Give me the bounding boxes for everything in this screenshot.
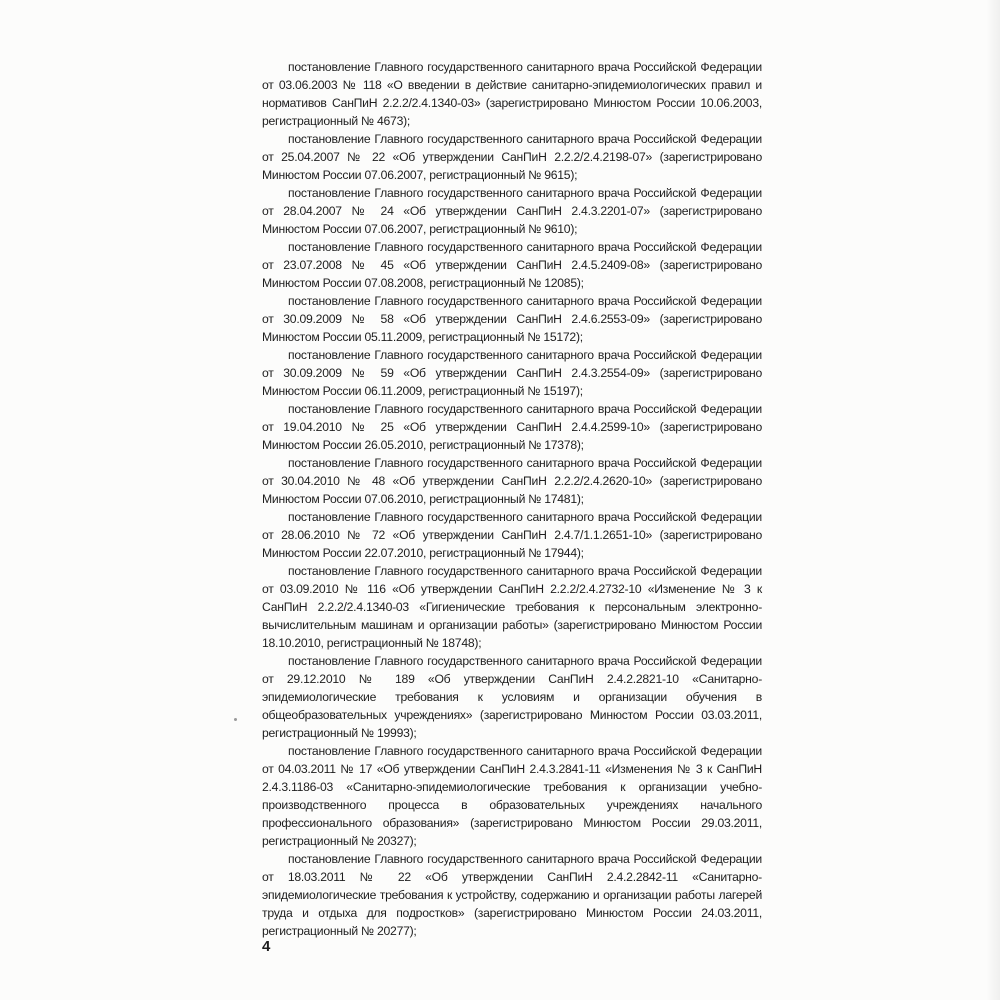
paragraph-11: постановление Главного государственного санитарного врача Российской Федерации от 29.12.2010 № 189 «Об утверждении СанПиН 2.4.2.2821-10 «Санитарно-эпидемиологические требования к условиям и организации обучения в общеобразовательных учреждениях» (зарегистрировано Минюстом России 03.03.2011, регистрационный № 19993); [262, 654, 762, 740]
document-body [262, 58, 762, 940]
paragraph-1: постановление Главного государственного санитарного врача Российской Федерации от 03.06.2003 № 118 «О введении в действие санитарно-эпидемиологических правил и нормативов СанПиН 2.2.2/2.4.1340-03» (зарегистрировано Минюстом России 10.06.2003, регистрационный № 4673); [262, 60, 762, 128]
paragraph-2: постановление Главного государственного санитарного врача Российской Федерации от 25.04.2007 № 22 «Об утверждении СанПиН 2.2.2/2.4.2198-07» (зарегистрировано Минюстом России 07.06.2007, регистрационный № 9615); [262, 132, 762, 182]
paragraph-8: постановление Главного государственного санитарного врача Российской Федерации от 30.04.2010 № 48 «Об утверждении СанПиН 2.2.2/2.4.2620-10» (зарегистрировано Минюстом России 07.06.2010, регистрационный № 17481); [262, 456, 762, 506]
paragraph-4: постановление Главного государственного санитарного врача Российской Федерации от 23.07.2008 № 45 «Об утверждении СанПиН 2.4.5.2409-08» (зарегистрировано Минюстом России 07.08.2008, регистрационный № 12085); [262, 240, 762, 290]
paragraph-9: постановление Главного государственного санитарного врача Российской Федерации от 28.06.2010 № 72 «Об утверждении СанПиН 2.4.7/1.1.2651-10» (зарегистрировано Минюстом России 22.07.2010, регистрационный № 17944); [262, 510, 762, 560]
paragraph-10: постановление Главного государственного санитарного врача Российской Федерации от 03.09.2010 № 116 «Об утверждении СанПиН 2.2.2/2.4.2732-10 «Изменение № 3 к СанПиН 2.2.2/2.4.1340-03 «Гигиенические требования к персональным электронно-вычислительным машинам и организации работы» (зарегистрировано Минюстом России 18.10.2010, регистрационный № 18748); [262, 564, 762, 650]
paragraph-5: постановление Главного государственного санитарного врача Российской Федерации от 30.09.2009 № 58 «Об утверждении СанПиН 2.4.6.2553-09» (зарегистрировано Минюстом России 05.11.2009, регистрационный № 15172); [262, 294, 762, 344]
paragraph-12: постановление Главного государственного санитарного врача Российской Федерации от 04.03.2011 № 17 «Об утверждении СанПиН 2.4.3.2841-11 «Изменения № 3 к СанПиН 2.4.3.1186-03 «Санитарно-эпидемиологические требования к организации учебно-производственного процесса в образовательных учреждениях начального профессионального образования» (зарегистрировано Минюстом России 29.03.2011, регистрационный № 20327); [262, 744, 762, 848]
paragraph-3: постановление Главного государственного санитарного врача Российской Федерации от 28.04.2007 № 24 «Об утверждении СанПиН 2.4.3.2201-07» (зарегистрировано Минюстом России 07.06.2007, регистрационный № 9610); [262, 186, 762, 236]
page-edge-shadow [986, 0, 1000, 1000]
paragraph-13: постановление Главного государственного санитарного врача Российской Федерации от 18.03.2011 № 22 «Об утверждении СанПиН 2.4.2.2842-11 «Санитарно-эпидемиологические требования к устройству, содержанию и организации работы лагерей труда и отдыха для подростков» (зарегистрировано Минюстом России 24.03.2011, регистрационный № 20277); [262, 852, 762, 938]
paragraph-7: постановление Главного государственного санитарного врача Российской Федерации от 19.04.2010 № 25 «Об утверждении СанПиН 2.4.4.2599-10» (зарегистрировано Минюстом России 26.05.2010, регистрационный № 17378); [262, 402, 762, 452]
paragraph-6: постановление Главного государственного санитарного врача Российской Федерации от 30.09.2009 № 59 «Об утверждении СанПиН 2.4.3.2554-09» (зарегистрировано Минюстом России 06.11.2009, регистрационный № 15197); [262, 348, 762, 398]
page-number: 4 [262, 938, 271, 955]
scan-speck [234, 718, 237, 721]
